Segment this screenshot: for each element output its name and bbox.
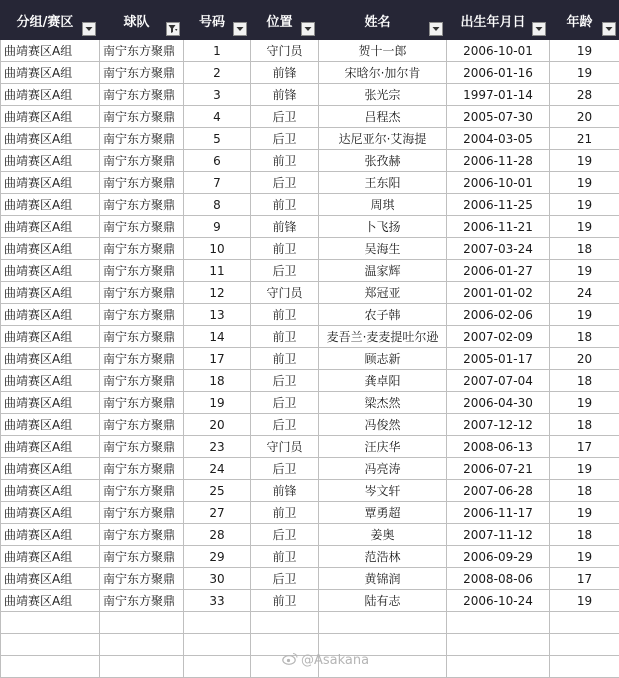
cell-team[interactable]: 南宁东方聚鼎 bbox=[100, 502, 184, 524]
cell-name[interactable]: 冯亮涛 bbox=[319, 458, 447, 480]
cell-name[interactable]: 梁杰然 bbox=[319, 392, 447, 414]
header-position bbox=[251, 1, 319, 40]
cell-age[interactable]: 19 bbox=[550, 590, 619, 612]
cell-age[interactable]: 19 bbox=[550, 260, 619, 282]
table-row bbox=[1, 282, 619, 304]
filter-dropdown-icon[interactable] bbox=[602, 22, 616, 36]
cell-team[interactable]: 南宁东方聚鼎 bbox=[100, 216, 184, 238]
empty-cell[interactable] bbox=[550, 634, 619, 656]
cell-birthdate[interactable]: 2006-01-16 bbox=[447, 62, 550, 84]
cell-name[interactable]: 汪庆华 bbox=[319, 436, 447, 458]
cell-group[interactable]: 曲靖赛区A组 bbox=[1, 260, 100, 282]
cell-position[interactable]: 守门员 bbox=[251, 282, 319, 304]
cell-team[interactable]: 南宁东方聚鼎 bbox=[100, 392, 184, 414]
cell-age[interactable]: 18 bbox=[550, 370, 619, 392]
table-row bbox=[1, 304, 619, 326]
cell-group[interactable]: 曲靖赛区A组 bbox=[1, 150, 100, 172]
cell-name[interactable]: 顾志新 bbox=[319, 348, 447, 370]
cell-name[interactable]: 龚卓阳 bbox=[319, 370, 447, 392]
table-row bbox=[1, 260, 619, 282]
cell-position[interactable]: 前卫 bbox=[251, 348, 319, 370]
cell-team[interactable]: 南宁东方聚鼎 bbox=[100, 238, 184, 260]
cell-name[interactable]: 王东阳 bbox=[319, 172, 447, 194]
cell-birthdate[interactable]: 2008-06-13 bbox=[447, 436, 550, 458]
cell-group[interactable]: 曲靖赛区A组 bbox=[1, 458, 100, 480]
cell-group[interactable]: 曲靖赛区A组 bbox=[1, 480, 100, 502]
cell-name[interactable]: 温家辉 bbox=[319, 260, 447, 282]
table-row bbox=[1, 392, 619, 414]
cell-age[interactable]: 19 bbox=[550, 194, 619, 216]
table-row bbox=[1, 502, 619, 524]
cell-name[interactable]: 陆有志 bbox=[319, 590, 447, 612]
table-row bbox=[1, 568, 619, 590]
cell-number[interactable]: 20 bbox=[184, 414, 251, 436]
cell-number[interactable]: 1 bbox=[184, 40, 251, 62]
cell-team[interactable]: 南宁东方聚鼎 bbox=[100, 348, 184, 370]
cell-age[interactable]: 19 bbox=[550, 502, 619, 524]
cell-birthdate[interactable]: 2006-04-30 bbox=[447, 392, 550, 414]
table-row bbox=[1, 590, 619, 612]
watermark bbox=[282, 652, 369, 669]
cell-group[interactable]: 曲靖赛区A组 bbox=[1, 568, 100, 590]
cell-group[interactable]: 曲靖赛区A组 bbox=[1, 348, 100, 370]
cell-number[interactable]: 14 bbox=[184, 326, 251, 348]
cell-name[interactable]: 张光宗 bbox=[319, 84, 447, 106]
cell-position[interactable]: 前卫 bbox=[251, 194, 319, 216]
empty-cell[interactable] bbox=[550, 612, 619, 634]
cell-position[interactable]: 前卫 bbox=[251, 238, 319, 260]
cell-birthdate[interactable]: 2004-03-05 bbox=[447, 128, 550, 150]
cell-group[interactable]: 曲靖赛区A组 bbox=[1, 436, 100, 458]
table-row bbox=[1, 348, 619, 370]
header-age bbox=[550, 1, 619, 40]
cell-position[interactable]: 前锋 bbox=[251, 480, 319, 502]
cell-name[interactable]: 冯俊然 bbox=[319, 414, 447, 436]
table-row bbox=[1, 106, 619, 128]
cell-birthdate[interactable]: 2007-07-04 bbox=[447, 370, 550, 392]
cell-number[interactable]: 24 bbox=[184, 458, 251, 480]
watermark-text: @Asakana bbox=[301, 653, 369, 668]
empty-cell[interactable] bbox=[447, 634, 550, 656]
cell-group[interactable]: 曲靖赛区A组 bbox=[1, 326, 100, 348]
cell-number[interactable]: 7 bbox=[184, 172, 251, 194]
table-row bbox=[1, 40, 619, 62]
cell-team[interactable]: 南宁东方聚鼎 bbox=[100, 172, 184, 194]
empty-cell[interactable] bbox=[319, 612, 447, 634]
cell-group[interactable]: 曲靖赛区A组 bbox=[1, 194, 100, 216]
cell-group[interactable]: 曲靖赛区A组 bbox=[1, 128, 100, 150]
cell-birthdate[interactable]: 2005-07-30 bbox=[447, 106, 550, 128]
cell-name[interactable]: 达尼亚尔·艾海提 bbox=[319, 128, 447, 150]
cell-team[interactable]: 南宁东方聚鼎 bbox=[100, 260, 184, 282]
cell-group[interactable]: 曲靖赛区A组 bbox=[1, 62, 100, 84]
cell-team[interactable]: 南宁东方聚鼎 bbox=[100, 128, 184, 150]
cell-age[interactable]: 21 bbox=[550, 128, 619, 150]
empty-cell[interactable] bbox=[447, 656, 550, 678]
header-birthdate bbox=[447, 1, 550, 40]
cell-group[interactable]: 曲靖赛区A组 bbox=[1, 40, 100, 62]
cell-name[interactable]: 吕程杰 bbox=[319, 106, 447, 128]
cell-position[interactable]: 后卫 bbox=[251, 392, 319, 414]
cell-age[interactable]: 24 bbox=[550, 282, 619, 304]
table-row bbox=[1, 172, 619, 194]
cell-age[interactable]: 19 bbox=[550, 458, 619, 480]
cell-number[interactable]: 19 bbox=[184, 392, 251, 414]
cell-number[interactable]: 9 bbox=[184, 216, 251, 238]
empty-row bbox=[1, 612, 619, 634]
empty-cell[interactable] bbox=[184, 634, 251, 656]
cell-number[interactable]: 28 bbox=[184, 524, 251, 546]
header-label: 位置 bbox=[266, 11, 292, 30]
cell-position[interactable]: 前卫 bbox=[251, 150, 319, 172]
cell-number[interactable]: 25 bbox=[184, 480, 251, 502]
cell-number[interactable]: 2 bbox=[184, 62, 251, 84]
table-row bbox=[1, 238, 619, 260]
cell-team[interactable]: 南宁东方聚鼎 bbox=[100, 84, 184, 106]
cell-age[interactable]: 18 bbox=[550, 414, 619, 436]
cell-group[interactable]: 曲靖赛区A组 bbox=[1, 524, 100, 546]
empty-cell[interactable] bbox=[100, 656, 184, 678]
cell-birthdate[interactable]: 2006-10-01 bbox=[447, 40, 550, 62]
header-label: 号码 bbox=[199, 11, 225, 30]
cell-number[interactable]: 30 bbox=[184, 568, 251, 590]
cell-number[interactable]: 33 bbox=[184, 590, 251, 612]
table-row bbox=[1, 194, 619, 216]
cell-group[interactable]: 曲靖赛区A组 bbox=[1, 238, 100, 260]
cell-group[interactable]: 曲靖赛区A组 bbox=[1, 414, 100, 436]
cell-position[interactable]: 后卫 bbox=[251, 260, 319, 282]
filter-dropdown-icon[interactable] bbox=[233, 22, 247, 36]
cell-number[interactable]: 23 bbox=[184, 436, 251, 458]
header-label: 年龄 bbox=[566, 11, 592, 30]
empty-cell[interactable] bbox=[251, 612, 319, 634]
cell-birthdate[interactable]: 2006-11-17 bbox=[447, 502, 550, 524]
cell-name[interactable]: 麦吾兰·麦麦提吐尔逊 bbox=[319, 326, 447, 348]
cell-age[interactable]: 19 bbox=[550, 150, 619, 172]
cell-name[interactable]: 张孜赫 bbox=[319, 150, 447, 172]
cell-position[interactable]: 前锋 bbox=[251, 216, 319, 238]
cell-group[interactable]: 曲靖赛区A组 bbox=[1, 216, 100, 238]
header-team bbox=[100, 1, 184, 40]
cell-birthdate[interactable]: 2007-11-12 bbox=[447, 524, 550, 546]
cell-birthdate[interactable]: 2006-02-06 bbox=[447, 304, 550, 326]
cell-team[interactable]: 南宁东方聚鼎 bbox=[100, 436, 184, 458]
cell-group[interactable]: 曲靖赛区A组 bbox=[1, 304, 100, 326]
cell-group[interactable]: 曲靖赛区A组 bbox=[1, 106, 100, 128]
cell-group[interactable]: 曲靖赛区A组 bbox=[1, 370, 100, 392]
table-body bbox=[1, 40, 619, 678]
cell-position[interactable]: 前卫 bbox=[251, 326, 319, 348]
table-row bbox=[1, 128, 619, 150]
cell-name[interactable]: 范浩林 bbox=[319, 546, 447, 568]
cell-group[interactable]: 曲靖赛区A组 bbox=[1, 590, 100, 612]
cell-number[interactable]: 27 bbox=[184, 502, 251, 524]
cell-birthdate[interactable]: 2006-10-24 bbox=[447, 590, 550, 612]
header-label: 球队 bbox=[123, 11, 149, 30]
table-row bbox=[1, 326, 619, 348]
cell-team[interactable]: 南宁东方聚鼎 bbox=[100, 40, 184, 62]
cell-group[interactable]: 曲靖赛区A组 bbox=[1, 282, 100, 304]
cell-birthdate[interactable]: 2006-11-21 bbox=[447, 216, 550, 238]
cell-number[interactable]: 17 bbox=[184, 348, 251, 370]
cell-number[interactable]: 3 bbox=[184, 84, 251, 106]
cell-position[interactable]: 后卫 bbox=[251, 458, 319, 480]
cell-birthdate[interactable]: 2007-02-09 bbox=[447, 326, 550, 348]
empty-cell[interactable] bbox=[184, 612, 251, 634]
filter-dropdown-icon[interactable] bbox=[301, 22, 315, 36]
header-group bbox=[1, 1, 100, 40]
cell-team[interactable]: 南宁东方聚鼎 bbox=[100, 414, 184, 436]
cell-birthdate[interactable]: 2007-06-28 bbox=[447, 480, 550, 502]
cell-position[interactable]: 后卫 bbox=[251, 524, 319, 546]
cell-age[interactable]: 17 bbox=[550, 568, 619, 590]
cell-name[interactable]: 岑文轩 bbox=[319, 480, 447, 502]
empty-cell[interactable] bbox=[550, 656, 619, 678]
cell-birthdate[interactable]: 2006-07-21 bbox=[447, 458, 550, 480]
header-row bbox=[1, 1, 619, 40]
cell-age[interactable]: 18 bbox=[550, 524, 619, 546]
cell-age[interactable]: 28 bbox=[550, 84, 619, 106]
empty-cell[interactable] bbox=[447, 612, 550, 634]
cell-group[interactable]: 曲靖赛区A组 bbox=[1, 502, 100, 524]
cell-team[interactable]: 南宁东方聚鼎 bbox=[100, 62, 184, 84]
table-row bbox=[1, 150, 619, 172]
filter-dropdown-icon[interactable] bbox=[532, 22, 546, 36]
table-row bbox=[1, 436, 619, 458]
cell-number[interactable]: 18 bbox=[184, 370, 251, 392]
cell-team[interactable]: 南宁东方聚鼎 bbox=[100, 480, 184, 502]
empty-cell[interactable] bbox=[1, 634, 100, 656]
cell-position[interactable]: 后卫 bbox=[251, 370, 319, 392]
cell-age[interactable]: 19 bbox=[550, 172, 619, 194]
cell-birthdate[interactable]: 2001-01-02 bbox=[447, 282, 550, 304]
cell-position[interactable]: 前卫 bbox=[251, 502, 319, 524]
cell-name[interactable]: 吴海生 bbox=[319, 238, 447, 260]
cell-age[interactable]: 18 bbox=[550, 480, 619, 502]
cell-name[interactable]: 黄锦润 bbox=[319, 568, 447, 590]
cell-position[interactable]: 后卫 bbox=[251, 172, 319, 194]
table-row bbox=[1, 546, 619, 568]
cell-name[interactable]: 覃勇超 bbox=[319, 502, 447, 524]
cell-birthdate[interactable]: 2008-08-06 bbox=[447, 568, 550, 590]
cell-name[interactable]: 宋晗尔·加尔肯 bbox=[319, 62, 447, 84]
cell-team[interactable]: 南宁东方聚鼎 bbox=[100, 458, 184, 480]
cell-age[interactable]: 19 bbox=[550, 392, 619, 414]
header-name bbox=[319, 1, 447, 40]
cell-team[interactable]: 南宁东方聚鼎 bbox=[100, 106, 184, 128]
cell-name[interactable]: 农子韩 bbox=[319, 304, 447, 326]
cell-birthdate[interactable]: 2006-11-28 bbox=[447, 150, 550, 172]
cell-name[interactable]: 郑冠亚 bbox=[319, 282, 447, 304]
cell-number[interactable]: 29 bbox=[184, 546, 251, 568]
cell-age[interactable]: 19 bbox=[550, 62, 619, 84]
table-row bbox=[1, 524, 619, 546]
empty-cell[interactable] bbox=[1, 656, 100, 678]
header-label: 分组/赛区 bbox=[17, 11, 74, 30]
cell-number[interactable]: 11 bbox=[184, 260, 251, 282]
empty-cell[interactable] bbox=[100, 634, 184, 656]
cell-number[interactable]: 10 bbox=[184, 238, 251, 260]
cell-team[interactable]: 南宁东方聚鼎 bbox=[100, 546, 184, 568]
cell-birthdate[interactable]: 2006-11-25 bbox=[447, 194, 550, 216]
header-number bbox=[184, 1, 251, 40]
cell-age[interactable]: 19 bbox=[550, 216, 619, 238]
cell-name[interactable]: 贺十一郎 bbox=[319, 40, 447, 62]
cell-group[interactable]: 曲靖赛区A组 bbox=[1, 546, 100, 568]
cell-age[interactable]: 18 bbox=[550, 238, 619, 260]
cell-group[interactable]: 曲靖赛区A组 bbox=[1, 172, 100, 194]
empty-cell[interactable] bbox=[184, 656, 251, 678]
table-row bbox=[1, 458, 619, 480]
cell-group[interactable]: 曲靖赛区A组 bbox=[1, 84, 100, 106]
cell-position[interactable]: 前卫 bbox=[251, 590, 319, 612]
cell-team[interactable]: 南宁东方聚鼎 bbox=[100, 194, 184, 216]
cell-team[interactable]: 南宁东方聚鼎 bbox=[100, 150, 184, 172]
cell-team[interactable]: 南宁东方聚鼎 bbox=[100, 524, 184, 546]
cell-position[interactable]: 前锋 bbox=[251, 62, 319, 84]
cell-number[interactable]: 12 bbox=[184, 282, 251, 304]
filter-dropdown-icon[interactable] bbox=[429, 22, 443, 36]
cell-position[interactable]: 后卫 bbox=[251, 568, 319, 590]
cell-name[interactable]: 周琪 bbox=[319, 194, 447, 216]
cell-position[interactable]: 后卫 bbox=[251, 128, 319, 150]
cell-age[interactable]: 19 bbox=[550, 546, 619, 568]
cell-birthdate[interactable]: 1997-01-14 bbox=[447, 84, 550, 106]
cell-birthdate[interactable]: 2006-10-01 bbox=[447, 172, 550, 194]
cell-position[interactable]: 后卫 bbox=[251, 414, 319, 436]
cell-team[interactable]: 南宁东方聚鼎 bbox=[100, 568, 184, 590]
empty-cell[interactable] bbox=[100, 612, 184, 634]
cell-birthdate[interactable]: 2006-09-29 bbox=[447, 546, 550, 568]
cell-age[interactable]: 19 bbox=[550, 40, 619, 62]
cell-birthdate[interactable]: 2007-03-24 bbox=[447, 238, 550, 260]
table-row bbox=[1, 216, 619, 238]
cell-name[interactable]: 卜飞扬 bbox=[319, 216, 447, 238]
cell-team[interactable]: 南宁东方聚鼎 bbox=[100, 370, 184, 392]
cell-position[interactable]: 守门员 bbox=[251, 40, 319, 62]
cell-team[interactable]: 南宁东方聚鼎 bbox=[100, 304, 184, 326]
cell-number[interactable]: 5 bbox=[184, 128, 251, 150]
cell-age[interactable]: 20 bbox=[550, 348, 619, 370]
cell-age[interactable]: 18 bbox=[550, 326, 619, 348]
cell-birthdate[interactable]: 2006-01-27 bbox=[447, 260, 550, 282]
header-label: 出生年月日 bbox=[460, 11, 525, 30]
cell-position[interactable]: 守门员 bbox=[251, 436, 319, 458]
weibo-icon bbox=[282, 652, 298, 669]
table-row bbox=[1, 62, 619, 84]
cell-number[interactable]: 6 bbox=[184, 150, 251, 172]
table-row bbox=[1, 480, 619, 502]
cell-position[interactable]: 前卫 bbox=[251, 546, 319, 568]
cell-team[interactable]: 南宁东方聚鼎 bbox=[100, 282, 184, 304]
table-row bbox=[1, 84, 619, 106]
cell-age[interactable]: 19 bbox=[550, 304, 619, 326]
cell-team[interactable]: 南宁东方聚鼎 bbox=[100, 326, 184, 348]
filter-dropdown-icon[interactable] bbox=[82, 22, 96, 36]
table-row bbox=[1, 370, 619, 392]
cell-age[interactable]: 20 bbox=[550, 106, 619, 128]
cell-number[interactable]: 4 bbox=[184, 106, 251, 128]
cell-birthdate[interactable]: 2005-01-17 bbox=[447, 348, 550, 370]
table-row bbox=[1, 414, 619, 436]
cell-team[interactable]: 南宁东方聚鼎 bbox=[100, 590, 184, 612]
cell-group[interactable]: 曲靖赛区A组 bbox=[1, 392, 100, 414]
cell-age[interactable]: 17 bbox=[550, 436, 619, 458]
header-label: 姓名 bbox=[364, 11, 390, 30]
cell-position[interactable]: 后卫 bbox=[251, 106, 319, 128]
cell-name[interactable]: 姜奥 bbox=[319, 524, 447, 546]
cell-birthdate[interactable]: 2007-12-12 bbox=[447, 414, 550, 436]
cell-number[interactable]: 8 bbox=[184, 194, 251, 216]
cell-position[interactable]: 前锋 bbox=[251, 84, 319, 106]
empty-cell[interactable] bbox=[1, 612, 100, 634]
cell-number[interactable]: 13 bbox=[184, 304, 251, 326]
cell-position[interactable]: 前卫 bbox=[251, 304, 319, 326]
filter-active-icon[interactable] bbox=[166, 22, 180, 36]
